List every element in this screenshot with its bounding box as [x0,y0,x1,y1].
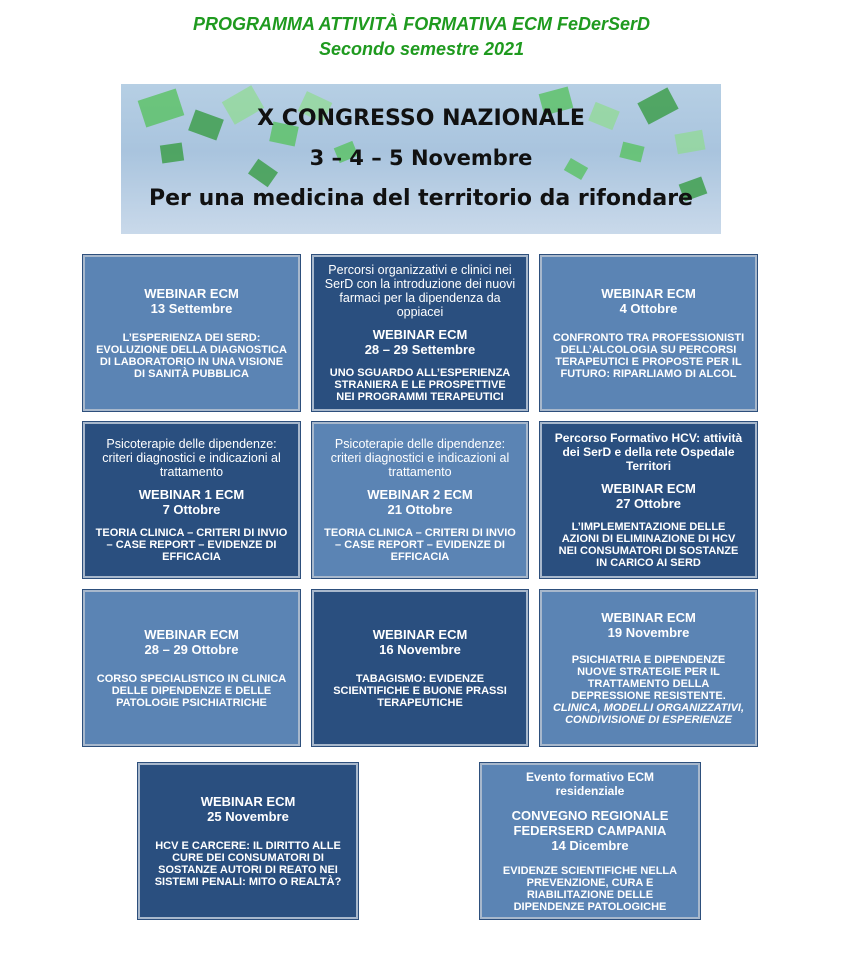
card-title: CONVEGNO REGIONALE FEDERSERD CAMPANIA [511,807,669,838]
card-intro: Psicoterapie delle dipendenze: criteri diagnostici e indicazioni al trattamento [330,437,510,479]
card-date: 28 – 29 Settembre [364,342,476,357]
program-title: PROGRAMMA ATTIVITÀ FORMATIVA ECM FeDerSerD [192,14,650,34]
card-description: TABAGISMO: EVIDENZE SCIENTIFICHE E BUONE PRASSI TERAPEUTICHE [333,673,507,709]
event-card-16-novembre [312,590,528,746]
event-card-21-ottobre [312,422,528,578]
congress-banner [121,84,721,234]
card-intro: Percorsi organizzativi e clinici nei SerD con la introduzione dei nuovi farmaci per la dipendenza da oppiacei [324,263,516,319]
card-description: CORSO SPECIALISTICO IN CLINICA DELLE DIPENDENZE E DELLE PATOLOGIE PSICHIATRICHE [96,673,287,709]
card-title: WEBINAR ECM [601,286,696,301]
card-title: WEBINAR ECM [144,627,239,642]
event-card-19-novembre [540,590,757,746]
event-card-25-novembre [138,763,358,919]
card-description: TEORIA CLINICA – CRITERI DI INVIO – CASE REPORT – EVIDENZE DI EFFICACIA [324,527,516,563]
card-title: WEBINAR ECM [372,327,468,342]
card-title: WEBINAR ECM [372,627,468,642]
event-card-28-29-settembre [312,255,528,411]
event-card-13-settembre [83,255,300,411]
card-description: L’ESPERIENZA DEI SERD: EVOLUZIONE DELLA DIAGNOSTICA DI LABORATORIO IN UNA VISIONE DI SANITÀ PUBBLICA [96,332,287,380]
congress-title: X CONGRESSO NAZIONALE [257,106,585,131]
event-card-27-ottobre [540,422,757,578]
event-card-28-29-ottobre [83,590,300,746]
card-description: PSICHIATRIA E DIPENDENZE NUOVE STRATEGIE PER IL TRATTAMENTO DELLA DEPRESSIONE RESISTENTE. [571,654,726,702]
card-date: 7 Ottobre [162,502,221,517]
card-intro: Percorso Formativo HCV: attività dei SerD e della rete Ospedale Territori [554,431,743,473]
card-intro: Evento formativo ECM residenziale [525,769,654,798]
card-description: UNO SGUARDO ALL’ESPERIENZA STRANIERA E LE PROSPETTIVE NEI PROGRAMMI TERAPEUTICI [329,367,511,403]
card-date: 19 Novembre [607,625,690,640]
card-date: 25 Novembre [207,809,289,824]
document-header [0,12,843,62]
card-title: WEBINAR 1 ECM [138,487,245,502]
card-date: 21 Ottobre [387,502,453,517]
card-title: WEBINAR ECM [601,481,696,496]
card-description: HCV E CARCERE: IL DIRITTO ALLE CURE DEI CONSUMATORI DI SOSTANZE AUTORI DI REATO NEI SISTEMI PENALI: MITO O REALTÀ? [154,840,342,888]
card-description: EVIDENZE SCIENTIFICHE NELLA PREVENZIONE, CURA E RIABILITAZIONE DELLE DIPENDENZE PATOLOGICHE [502,864,678,913]
card-description: TEORIA CLINICA – CRITERI DI INVIO – CASE REPORT – EVIDENZE DI EFFICACIA [95,527,288,563]
card-intro: Psicoterapie delle dipendenze: criteri diagnostici e indicazioni al trattamento [102,437,281,479]
card-description-italic: CLINICA, MODELLI ORGANIZZATIVI, CONDIVISIONE DI ESPERIENZE [552,702,745,726]
congress-theme: Per una medicina del territorio da rifondare [149,186,693,211]
card-date: 14 Dicembre [551,837,629,853]
card-date: 27 Ottobre [615,496,681,511]
card-title: WEBINAR ECM [200,794,296,809]
card-title: WEBINAR ECM [601,610,696,625]
card-title: WEBINAR ECM [144,286,239,301]
event-card-4-ottobre [540,255,757,411]
card-title: WEBINAR 2 ECM [367,487,473,502]
semester-subtitle: Secondo semestre 2021 [318,39,525,59]
card-date: 16 Novembre [379,642,461,657]
card-description: L’IMPLEMENTAZIONE DELLE AZIONI DI ELIMINAZIONE DI HCV NEI CONSUMATORI DI SOSTANZE IN CARICO AI SERD [558,521,739,569]
congress-dates: 3 – 4 – 5 Novembre [309,146,533,170]
event-card-7-ottobre [83,422,300,578]
card-date: 4 Ottobre [619,301,678,316]
card-date: 28 – 29 Ottobre [144,642,239,657]
card-description: CONFRONTO TRA PROFESSIONISTI DELL’ALCOLOGIA SU PERCORSI TERAPEUTICI E PROPOSTE PER IL FUTURO: RIPARLIAMO DI ALCOL [552,332,745,380]
event-card-14-dicembre [480,763,700,919]
card-date: 13 Settembre [150,301,233,316]
